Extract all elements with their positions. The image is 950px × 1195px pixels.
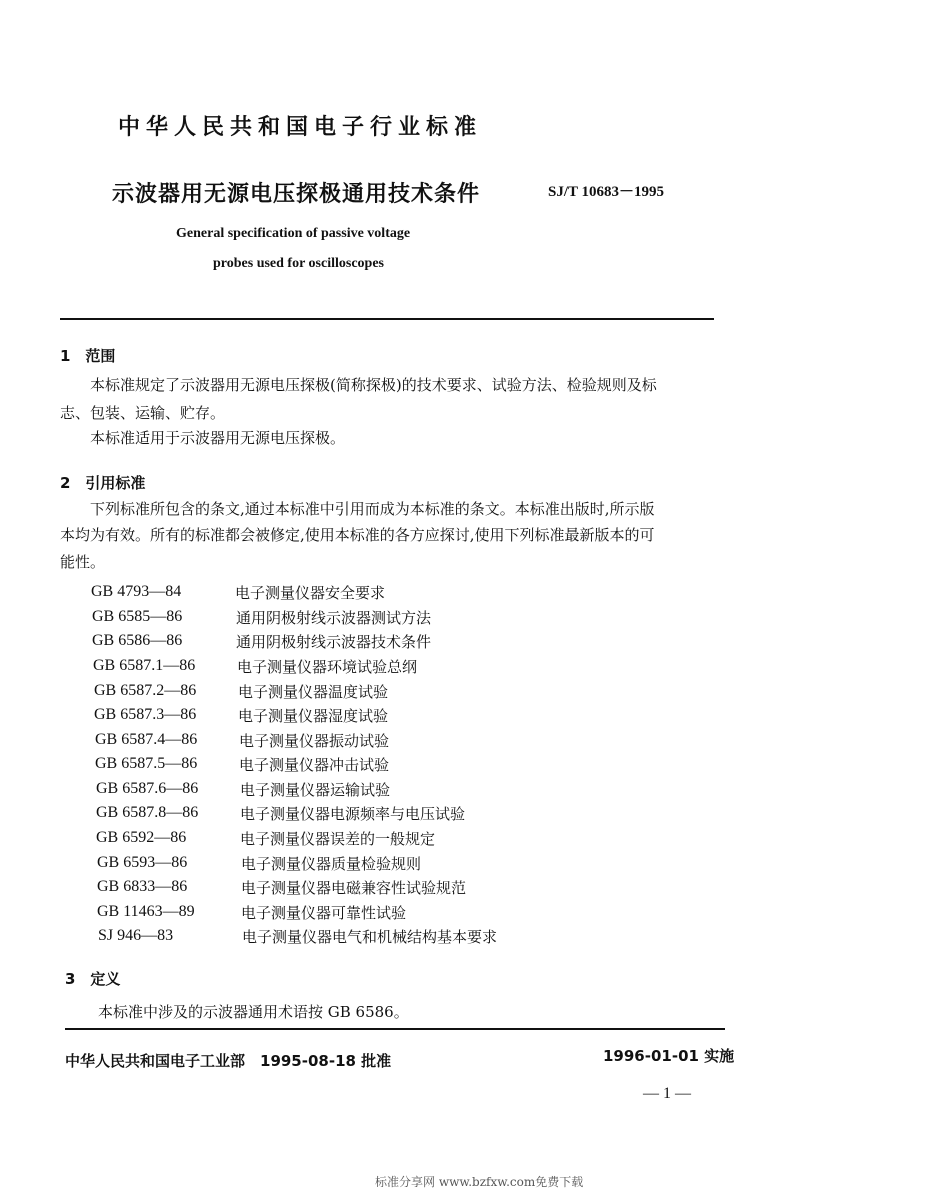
ref-title: 电子测量仪器安全要求: [235, 584, 386, 602]
ref-code: GB 6586—86: [92, 632, 183, 649]
ref-code: GB 11463—89: [97, 903, 195, 920]
ref-code: GB 6587.6—86: [96, 780, 199, 797]
section-1-para-1-line-1: 本标准规定了示波器用无源电压探极(简称探极)的技术要求、试验方法、检验规则及标: [90, 376, 657, 394]
section-3-para: 本标准中涉及的示波器通用术语按 GB 6586。: [98, 1003, 409, 1021]
ref-title: 电子测量仪器温度试验: [238, 683, 389, 701]
standard-title-cn: 示波器用无源电压探极通用技术条件: [112, 182, 481, 207]
ref-title: 电子测量仪器湿度试验: [238, 707, 389, 725]
watermark: 标准分享网 www.bzfxw.com免费下载: [375, 1175, 584, 1189]
section-2-para-line-3: 能性。: [60, 553, 106, 571]
ref-code: GB 6587.4—86: [95, 731, 198, 748]
section-1-para-1-line-2: 志、包装、运输、贮存。: [60, 404, 226, 422]
ref-code: GB 6833—86: [97, 878, 188, 895]
ref-title: 电子测量仪器冲击试验: [239, 756, 390, 774]
ref-code: GB 6592—86: [96, 829, 187, 846]
section-2-heading: 2 引用标准: [60, 474, 146, 492]
ref-title: 通用阴极射线示波器技术条件: [236, 633, 432, 651]
section-3-heading: 3 定义: [65, 970, 121, 988]
standard-title-en-line1: General specification of passive voltage: [176, 226, 411, 241]
ref-code: GB 6593—86: [97, 854, 188, 871]
section-1-heading: 1 范围: [60, 347, 116, 365]
ref-code: GB 6587.8—86: [96, 804, 199, 821]
approval-line: 中华人民共和国电子工业部 1995-08-18 批准: [65, 1052, 392, 1070]
ref-title: 通用阴极射线示波器测试方法: [236, 609, 432, 627]
section-2-para-line-2: 本均为有效。所有的标准都会被修定,使用本标准的各方应探讨,使用下列标准最新版本的可: [60, 526, 655, 544]
ref-code: GB 6587.3—86: [94, 706, 197, 723]
issuing-body: 中华人民共和国电子行业标准: [118, 115, 483, 140]
section-2-para-line-1: 下列标准所包含的条文,通过本标准中引用而成为本标准的条文。本标准出版时,所示版: [90, 500, 655, 518]
section-1-para-2: 本标准适用于示波器用无源电压探极。: [90, 429, 346, 447]
ref-title: 电子测量仪器电磁兼容性试验规范: [241, 879, 467, 897]
ref-code: GB 6587.5—86: [95, 755, 198, 772]
page-number: — 1 —: [643, 1085, 691, 1102]
ref-title: 电子测量仪器误差的一般规定: [240, 830, 436, 848]
footer-rule: [65, 1028, 725, 1030]
ref-title: 电子测量仪器质量检验规则: [241, 855, 422, 873]
ref-title: 电子测量仪器振动试验: [239, 732, 390, 750]
standard-code: SJ/T 10683－1995: [548, 184, 664, 200]
standard-title-en-line2: probes used for oscilloscopes: [213, 256, 384, 271]
ref-title: 电子测量仪器电气和机械结构基本要求: [242, 928, 498, 946]
ref-code: SJ 946—83: [98, 927, 174, 944]
ref-title: 电子测量仪器电源频率与电压试验: [240, 805, 466, 823]
ref-code: GB 6585—86: [92, 608, 183, 625]
ref-code: GB 6587.2—86: [94, 682, 197, 699]
ref-title: 电子测量仪器可靠性试验: [241, 904, 407, 922]
ref-code: GB 6587.1—86: [93, 657, 196, 674]
ref-title: 电子测量仪器环境试验总纲: [237, 658, 418, 676]
ref-code: GB 4793—84: [91, 583, 182, 600]
effective-date: 1996-01-01 实施: [603, 1047, 735, 1065]
header-rule: [60, 318, 714, 320]
ref-title: 电子测量仪器运输试验: [240, 781, 391, 799]
